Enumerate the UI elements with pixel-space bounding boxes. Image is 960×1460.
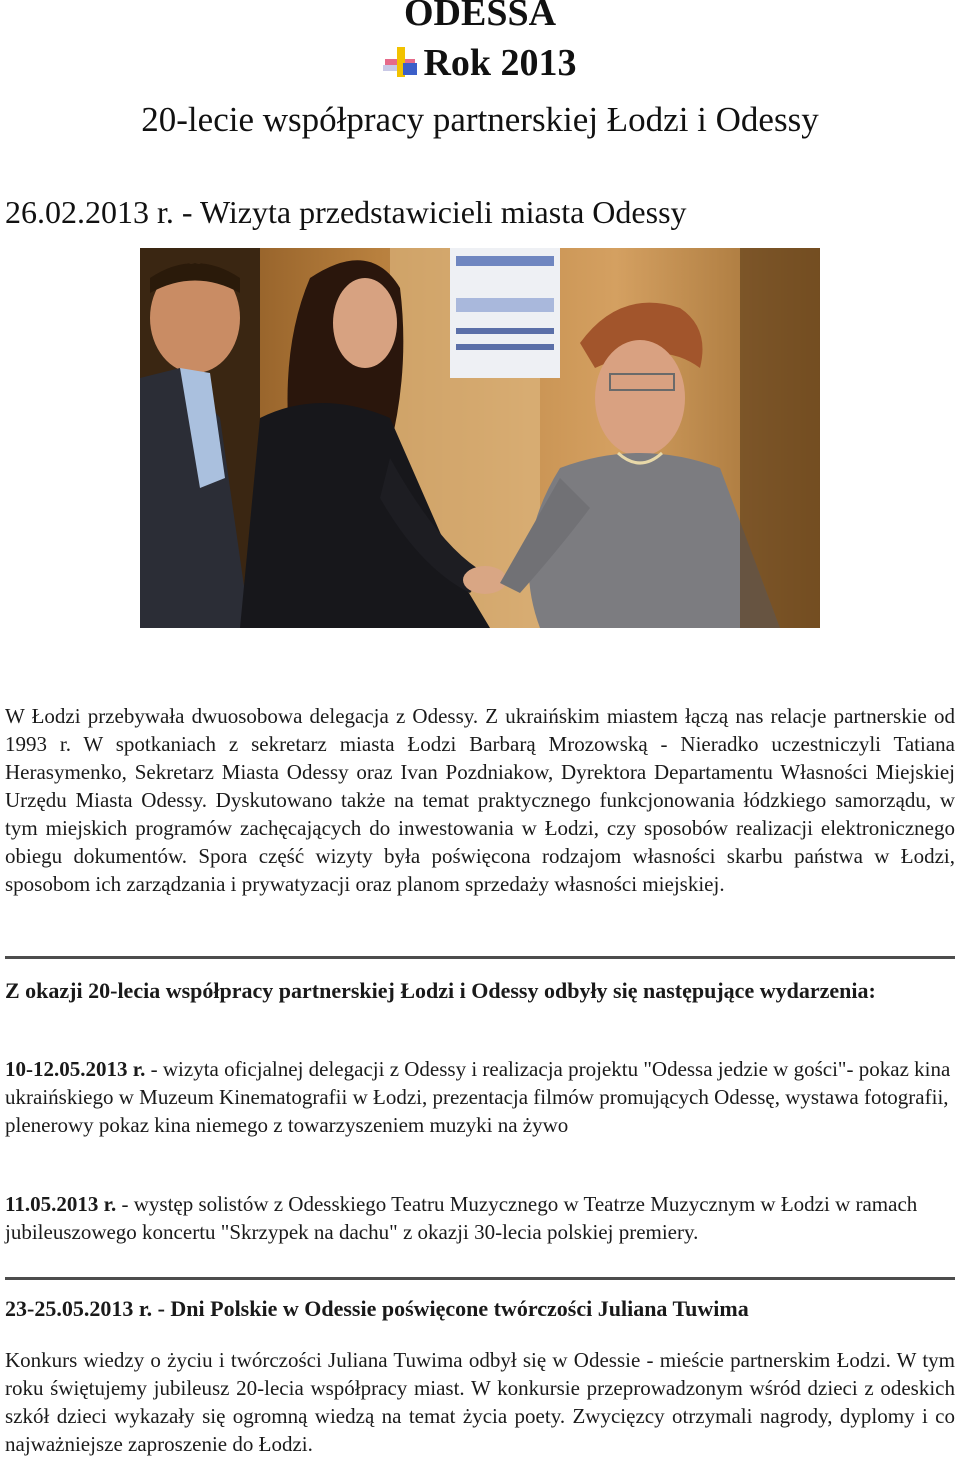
anniversary-heading: 20-lecie współpracy partnerskiej Łodzi i Odessy: [141, 100, 819, 139]
year-label: Rok 2013: [423, 42, 577, 84]
event-item: [5, 1055, 955, 1139]
tuwim-paragraph: Konkurs wiedzy o życiu i twórczości Juliana Tuwima odbył się w Odessie - mieście partnerskim Łodzi. W tym roku świętujemy jubileusz 20-lecia współpracy miast. W konkursie przeprowadzonym wśród dzieci z odeskich szkół dzieci wykazały się ogromną wiedzą na temat życia poety. Zwycięzcy otrzymali nagrody, dyplomy i co najważniejsze zaproszenie do Łodzi.: [5, 1348, 955, 1456]
page-title: ODESSA: [403, 0, 557, 34]
event-text: - wizyta oficjalnej delegacji z Odessy i realizacja projektu "Odessa jedzie w gości"- pokaz kina ukraińskiego w Muzeum Kinematografii w Łodzi, prezentacja filmów promujących Odessę, wystawa fotografii, plenerowy pokaz kina niemego z towarzyszeniem muzyki na żywo: [5, 1057, 951, 1137]
handshake-photo: [140, 248, 820, 628]
event-date: 10-12.05.2013 r.: [5, 1057, 146, 1081]
bullet-flag-icon: [383, 44, 419, 78]
event-date: 11.05.2013 r.: [5, 1192, 117, 1216]
event-item: [5, 1190, 955, 1246]
visit-paragraph: W Łodzi przebywała dwuosobowa delegacja z Odessy. Z ukraińskim miastem łączą nas relacje partnerskie od 1993 r. W spotkaniach z sekretarz miasta Łodzi Barbarą Mrozowską - Nieradko uczestniczyli Tatiana Herasymenko, Sekretarz Miasta Odessy oraz Ivan Pozdniakow, Dyrektora Departamentu Własności Miejskiej Urzędu Miasta Odessy. Dyskutowano także na temat praktycznego funkcjonowania łódzkiego samorządu, w tym miejskich programów zachęcających do inwestowania w Łodzi, czy sposobów realizacji elektronicznego obiegu dokumentów. Spora część wizyty była poświęcona rodzajom własności skarbu państwa w Łodzi, sposobom ich zarządzania i prywatyzacji oraz planom sprzedaży własności miejskiej.: [5, 704, 955, 896]
events-intro: Z okazji 20-lecia współpracy partnerskiej Łodzi i Odessy odbyły się następujące wydarzenia:: [5, 978, 876, 1003]
divider: [5, 956, 955, 959]
divider: [5, 1277, 955, 1280]
event-text: - występ solistów z Odesskiego Teatru Muzycznego w Teatrze Muzycznym w Łodzi w ramach jubileuszowego koncertu "Skrzypek na dachu" z okazji 30-lecia polskiej premiery.: [5, 1192, 918, 1244]
tuwim-heading: 23-25.05.2013 r. - Dni Polskie w Odessie poświęcone twórczości Juliana Tuwima: [5, 1296, 749, 1321]
year-heading: [0, 40, 960, 86]
visit-heading: 26.02.2013 r. - Wizyta przedstawicieli miasta Odessy: [5, 194, 687, 230]
